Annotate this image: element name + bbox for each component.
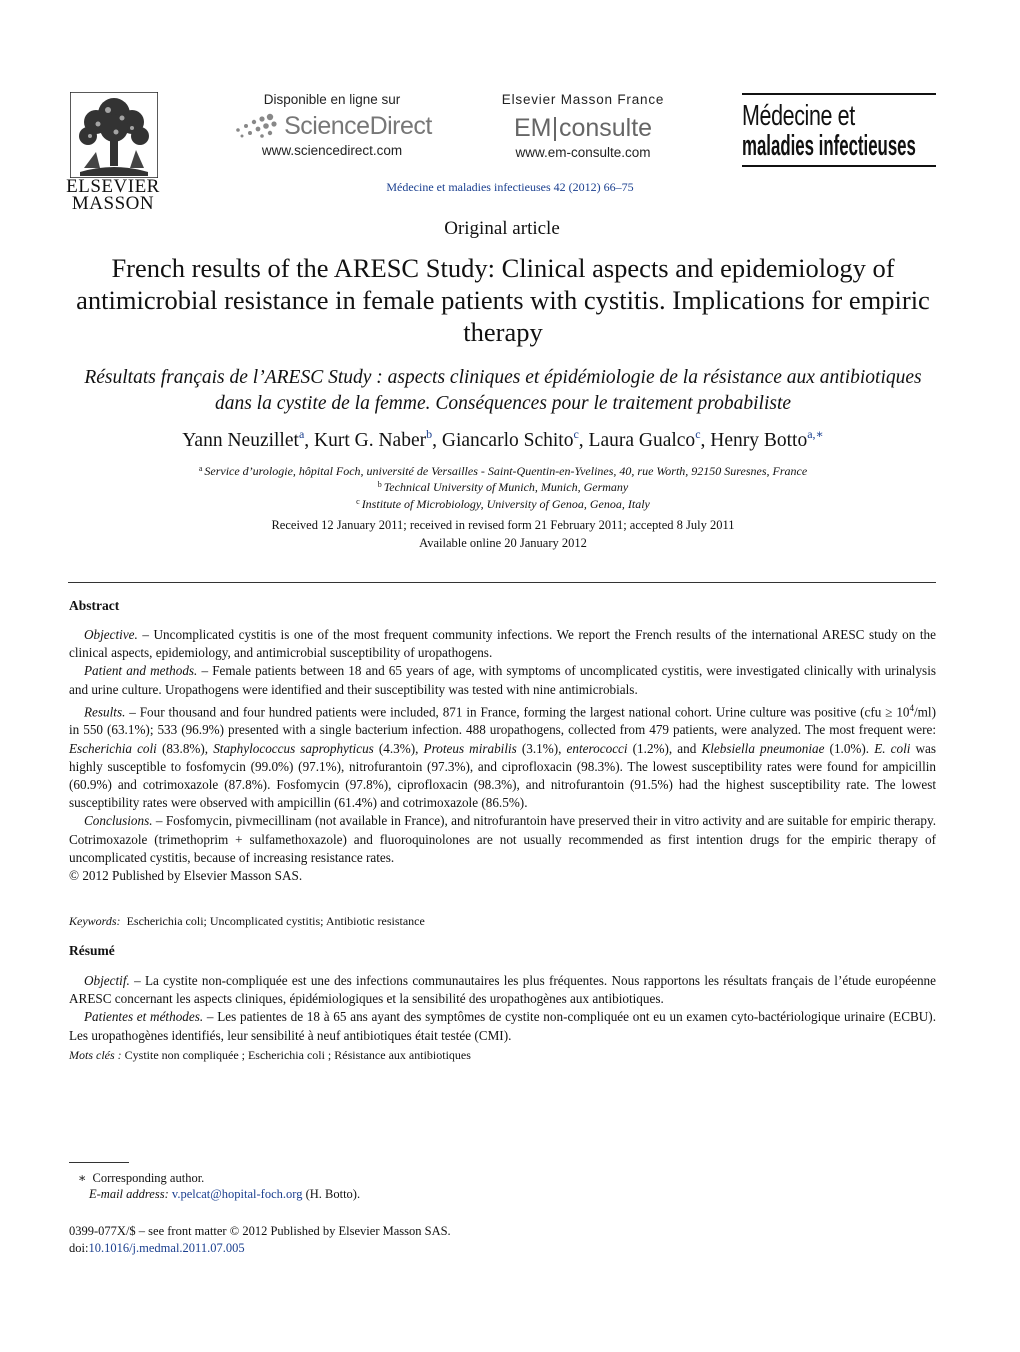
abstract-body — [69, 626, 936, 885]
email-label: E-mail address: — [89, 1187, 169, 1201]
results-text: (83.8%), — [156, 740, 214, 756]
affiliation-label: b — [377, 480, 382, 489]
keywords-label: Keywords: — [69, 914, 121, 928]
organism-name: Proteus mirabilis — [423, 740, 517, 756]
sd-name: ScienceDirect — [284, 111, 432, 140]
author-name: Henry Botto — [710, 430, 808, 451]
organism-name: enterococci — [566, 740, 628, 756]
objective-label: Objective. — [84, 627, 138, 642]
results-text: (1.2%), and — [627, 740, 702, 756]
mots-cles-list: Cystite non compliquée ; Escherichia coli ; Résistance aux antibiotiques — [124, 1048, 471, 1062]
conclusions-text: – Fosfomycin, pivmecillinam (not available in France), and nitrofurantoin have preserved their in vitro activity and are suitable for empiric therapy. Cotrimoxazole (trimethoprim + sulfamethoxazole) and fluoroquinolones are not usually recommended as first intention drugs for the empiric therapy of uncomplicated cystitis, because of increasing resistance rates. — [69, 813, 936, 865]
author-name: Yann Neuzillet — [182, 430, 299, 451]
email-line — [89, 1187, 360, 1202]
em-logo-left: EM — [513, 114, 552, 142]
organism-name: Staphylococcus saprophyticus — [213, 740, 374, 756]
journal-logo-bottom-rule — [742, 165, 936, 167]
results-text: /ml) in 550 (63.1%); 533 (96.9%) presented with a single bacterium infection. 488 uropathogens, collected from 479 patients, were analyzed. The most frequent were: — [69, 704, 936, 738]
results-text: was highly susceptible to fosfomycin (99.0%) (97.1%), nitrofurantoin (97.3%), and ciprofloxacin (98.3%). The lowest susceptibility rates were found for ampicillin (60.9%) and cotrimoxazole (87.8%). Fosfomycin (97.8%), ciprofloxacin (98.3%), and nitrofurantoin (91.5%) had the highest susceptibility rate. The lowest susceptibility rates were observed with ampicillin (61.4%) and cotrimoxazole (86.5%). — [69, 740, 937, 811]
organism-name: E. coli — [874, 740, 911, 756]
footnote-divider — [69, 1162, 129, 1163]
corresponding-author-label: Corresponding author. — [92, 1171, 205, 1185]
em-consulte-block — [488, 92, 678, 160]
doi-line — [69, 1241, 245, 1256]
author-list — [70, 427, 936, 452]
abstract-conclusions — [69, 812, 936, 867]
objectif-text: – La cystite non-compliquée est une des infections communautaires les plus fréquentes. Nous rapportons les résultats français de l’étude européenne ARESC concernant les aspects cliniques, épidémiologiques et la sensibilité des uropathogènes aux antibiotiques. — [69, 973, 936, 1007]
journal-logo-top-rule — [742, 93, 936, 95]
results-exponent: 4 — [909, 702, 915, 713]
sd-tagline: Disponible en ligne sur — [263, 92, 401, 107]
received-dates: Received 12 January 2011; received in revised form 21 February 2011; accepted 8 July 2011 — [271, 518, 735, 532]
abstract-methods — [69, 662, 936, 698]
article-title-french: Résultats français de l’ARESC Study : aspects cliniques et épidémiologie de la résistance aux antibiotiques dans la cystite de la femme. Conséquences pour le traitement probabiliste — [84, 367, 922, 414]
mots-cles — [69, 1048, 471, 1063]
resume-heading: Résumé — [69, 943, 115, 958]
affiliation — [70, 497, 936, 512]
sciencedirect-dots-icon — [232, 113, 278, 139]
objective-text: – Uncomplicated cystitis is one of the most frequent community infections. We report the French results of the international ARESC study on the clinical aspects, epidemiology, and antimicrobial susceptibility of uropathogens. — [69, 627, 936, 661]
doi-link[interactable]: 10.1016/j.medmal.2011.07.005 — [88, 1241, 245, 1255]
conclusions-label: Conclusions. — [84, 813, 153, 829]
methodes-label: Patientes et méthodes. — [84, 1009, 204, 1025]
affiliation — [70, 464, 936, 479]
results-text: – Four thousand and four hundred patients were included, 871 in France, forming the largest national cohort. Urine culture was positive (cfu ≥ 10 — [125, 704, 910, 720]
sd-logo — [232, 111, 432, 141]
results-text: (3.1%), — [516, 740, 567, 756]
elsevier-word: ELSEVIER — [66, 176, 160, 197]
author-separator: , — [304, 430, 315, 451]
author-affiliation-ref[interactable]: b — [426, 427, 433, 441]
organism-name: Klebsiella pneumoniae — [701, 740, 825, 756]
author-affiliation-ref[interactable]: c — [573, 427, 579, 441]
author-separator: , — [432, 430, 442, 451]
author-name: Kurt G. Naber — [314, 430, 427, 451]
em-publisher: Elsevier Masson France — [501, 92, 665, 107]
email-link[interactable]: v.pelcat@hopital-foch.org — [171, 1187, 303, 1201]
abstract-results — [69, 699, 936, 813]
resume-methodes — [69, 1008, 936, 1044]
methods-text: – Female patients between 18 and 65 years of age, with symptoms of uncomplicated cystitis, were investigated clinically with urinalysis and urine culture. Uropathogens were identified and their susceptibility was tested with nine antimicrobials. — [69, 663, 936, 697]
masson-word: MASSON — [71, 193, 155, 214]
mots-cles-label: Mots clés : — [69, 1048, 122, 1062]
journal-logo-line-1: Médecine et — [742, 100, 855, 132]
em-url[interactable]: www.em-consulte.com — [515, 145, 651, 160]
author-affiliation-ref[interactable]: a,∗ — [807, 427, 824, 441]
author-affiliation-ref[interactable]: c — [695, 427, 701, 441]
author-affiliation-ref[interactable]: a — [298, 427, 305, 441]
corresponding-author-note — [69, 1170, 204, 1186]
sd-url[interactable]: www.sciencedirect.com — [261, 143, 403, 158]
affiliation-text: Service d’urologie, hôpital Foch, université de Versailles - Saint-Quentin-en-Yvelines, 40, rue Worth, 92150 Suresnes, France — [204, 464, 808, 478]
author-name: Laura Gualco — [588, 430, 696, 451]
header-divider — [68, 582, 936, 583]
journal-logo — [742, 93, 936, 167]
article-title: French results of the ARESC Study: Clinical aspects and epidemiology of antimicrobial resistance in female patients with cystitis. Implications for empiric therapy — [76, 253, 930, 347]
keywords-list: Escherichia coli; Uncomplicated cystitis; Antibiotic resistance — [126, 914, 425, 928]
available-online: Available online 20 January 2012 — [419, 536, 587, 550]
author-name: Giancarlo Schito — [441, 430, 574, 451]
em-logo — [488, 113, 678, 143]
results-label: Results. — [84, 704, 126, 720]
elsevier-tree-icon — [70, 92, 158, 178]
results-text: (1.0%). — [824, 740, 875, 756]
resume-objectif — [69, 972, 936, 1008]
affiliation — [70, 480, 936, 495]
em-logo-right: consulte — [558, 114, 653, 142]
abstract-heading: Abstract — [69, 598, 120, 613]
affiliation-label: a — [198, 464, 203, 473]
journal-logo-line-2: maladies infectieuses — [742, 130, 916, 162]
affiliation-label: c — [356, 497, 360, 506]
footnote-mark: ∗ — [78, 1171, 87, 1185]
abstract-objective — [69, 626, 936, 662]
methodes-text: – Les patientes de 18 à 65 ans ayant des symptômes de cystite non-compliquée ont eu un examen cyto-bactériologique urinaire (ECBU). Les uropathogènes identifiés, leur sensibilité à neuf antibiotiques était testée (CMI). — [69, 1009, 936, 1043]
results-text: (4.3%), — [373, 740, 424, 756]
sciencedirect-block — [232, 92, 432, 158]
objectif-label: Objectif. — [84, 973, 130, 988]
author-separator: , — [578, 430, 589, 451]
doi-label: doi: — [69, 1241, 89, 1255]
copyright-line: © 2012 Published by Elsevier Masson SAS. — [69, 868, 303, 884]
affiliation-text: Institute of Microbiology, University of Genoa, Genoa, Italy — [361, 497, 650, 511]
author-separator: , — [700, 430, 711, 451]
keywords — [69, 914, 425, 929]
methods-label: Patient and methods. — [84, 663, 198, 679]
journal-citation[interactable]: Médecine et maladies infectieuses 42 (2012) 66–75 — [386, 180, 634, 194]
affiliation-text: Technical University of Munich, Munich, Germany — [383, 480, 629, 494]
email-owner: (H. Botto). — [305, 1187, 361, 1201]
article-type: Original article — [444, 218, 560, 239]
organism-name: Escherichia coli — [69, 740, 157, 756]
em-logo-separator — [554, 117, 556, 141]
issn-line: 0399-077X/$ – see front matter © 2012 Published by Elsevier Masson SAS. — [69, 1224, 451, 1238]
resume-body — [69, 972, 936, 1045]
